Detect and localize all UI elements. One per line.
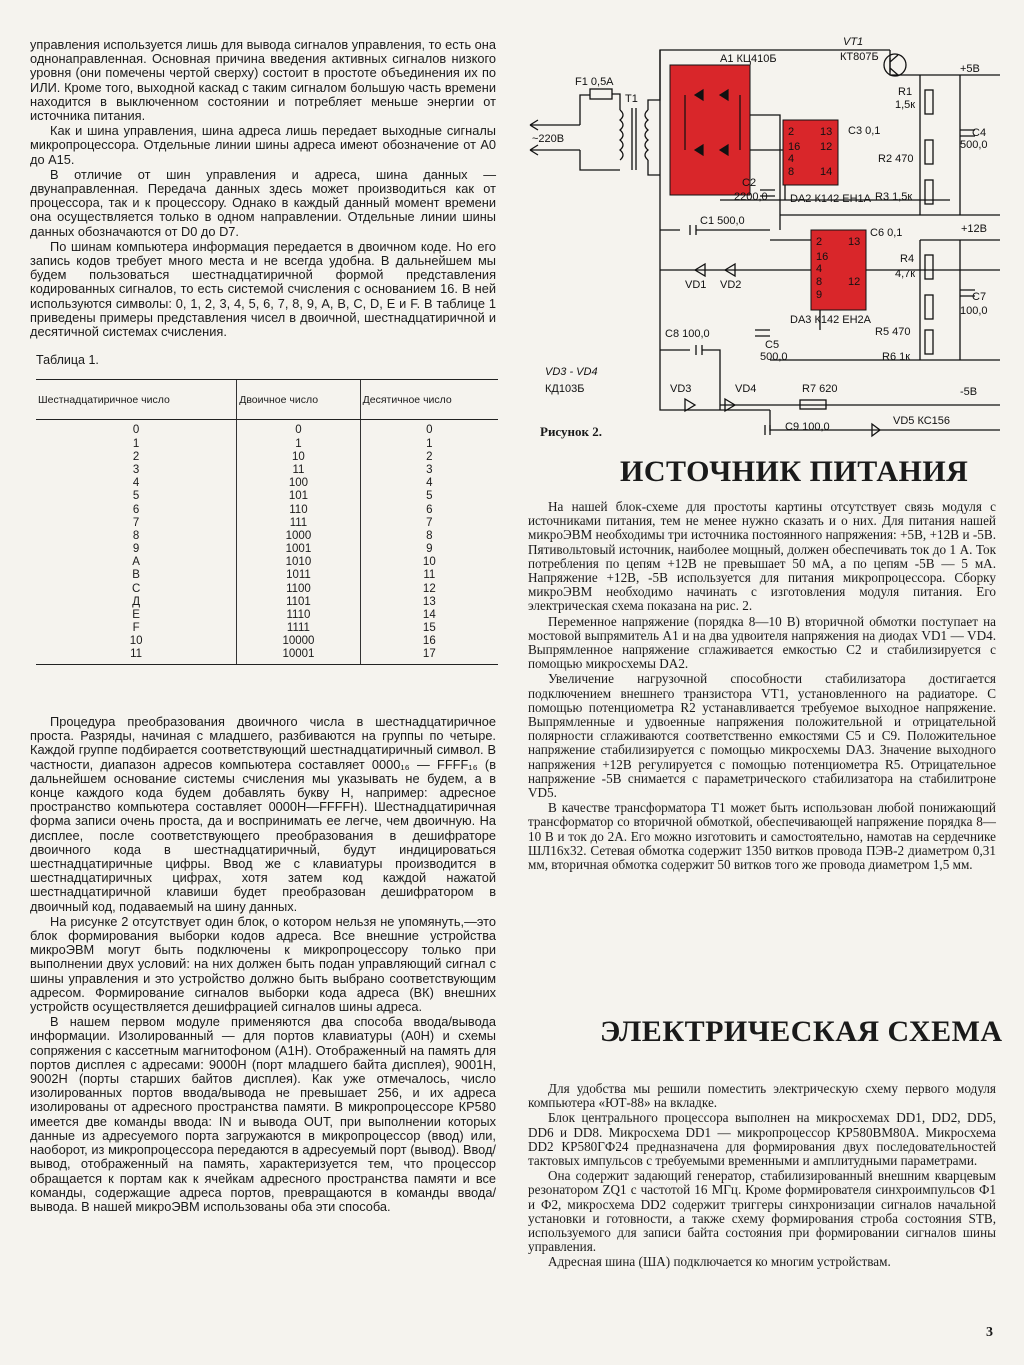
figure-caption: Рисунок 2. <box>540 424 603 439</box>
table-cell: 3 <box>360 464 498 477</box>
table-cell: 3 <box>132 463 140 476</box>
vd-note-label: VD3 - VD4 <box>545 366 598 378</box>
r2-label: R2 470 <box>878 153 914 165</box>
table-cell: 100 <box>237 477 360 490</box>
svg-text:9: 9 <box>816 289 823 301</box>
table-cell: 2 <box>132 450 140 463</box>
table-cell: E <box>132 609 140 621</box>
mains-label: ~220В <box>532 133 565 145</box>
table-cell: F <box>132 622 140 635</box>
secondary-coil <box>645 110 648 160</box>
paragraph: Как и шина управления, шина адреса лишь передает выходные сигналы микропроцессора. Отдельные линии шины адреса имеют обозначение от A0 до A15. <box>30 123 496 167</box>
resistor-r6 <box>925 330 933 354</box>
number-table <box>36 379 498 665</box>
mains-arrow <box>530 120 580 130</box>
fuse-symbol <box>590 89 612 99</box>
svg-text:8: 8 <box>788 166 795 178</box>
table-cell: 10 <box>129 635 143 648</box>
page-number: 3 <box>986 1325 993 1340</box>
c4-label: C4 <box>972 127 987 139</box>
table-cell: C <box>131 582 141 595</box>
resistor-r2 <box>925 140 933 164</box>
vd-type-label: КД103Б <box>545 383 585 395</box>
table-row <box>36 622 498 635</box>
c2-value-label: 2200,0 <box>734 191 768 203</box>
bridge-label: A1 КЦ410Б <box>720 53 777 65</box>
table-cell: 1 <box>360 437 498 450</box>
table-body <box>36 420 498 665</box>
table-cell: 12 <box>360 583 498 596</box>
paragraph: В качестве трансформатора T1 может быть использован любой понижающий трансформатор со вторичной обмоткой, обеспечивающей напряжение порядка 8—10 В и ток до 2А. Его можно изготовить и самостоятельно, намотав на сердечнике ШЛ16х32. Сетевая обмотка содержит 1350 витков провода ПЭВ-2 диаметром 0,31 мм, вторичная обмотка содержит 50 витков того же провода диаметром 1,5 мм. <box>528 800 996 873</box>
da3-label: DA3 К142 ЕН2А <box>790 314 872 326</box>
table-cell: 9 <box>132 543 140 556</box>
table-caption: Таблица 1. <box>36 353 99 368</box>
vd3-label: VD3 <box>670 383 692 395</box>
table-row <box>36 437 498 450</box>
table-row <box>36 569 498 582</box>
table-cell: 1001 <box>237 543 360 556</box>
table-header: Шестнадцатиричное число <box>36 380 237 420</box>
r3-label: R3 1,5к <box>875 191 913 203</box>
paragraph: В отличие от шин управления и адреса, шина данных — двунаправленная. Передача данных здесь может производиться как от процессора, так и к процессору. Однако в каждый данный момент времени она осуществляется только в одном направлении. Отдельные линии шины данных обозначаются от D0 до D7. <box>30 166 496 239</box>
section-heading-scheme: ЭЛЕКТРИЧЕСКАЯ СХЕМА <box>600 1015 1003 1048</box>
c3-label: C3 0,1 <box>848 125 881 137</box>
r5-label: R5 470 <box>875 326 911 338</box>
table-cell: 7 <box>132 516 140 529</box>
paragraph: Увеличение нагрузочной способности стабилизатора достигается подключением внешнего транзистора VT1, установленного на радиаторе. С помощью потенциометра R2 устанавливается требуемое выходное напряжение. Выпрямленные и удвоенные напряжения положительной и отрицательной полярности сглаживаются соответственно емкостями C5 и C9. Положительное напряжение стабилизируется с помощью микросхемы DA3. Значение выходного напряжения +12В регулируется с помощью потенциометра R5. Отрицательное напряжение -5В снимается с параметрического стабилизатора на стабилитроне VD5. <box>528 671 996 801</box>
table-cell: 0 <box>132 424 140 437</box>
table-cell: 111 <box>237 517 360 530</box>
left-column <box>30 38 496 665</box>
table-row <box>36 464 498 477</box>
fuse-label: F1 0,5A <box>575 76 614 88</box>
c2-label: C2 <box>742 177 757 189</box>
table-cell: 10 <box>237 451 360 464</box>
table-cell: 5 <box>360 490 498 503</box>
c8-label: C8 100,0 <box>665 328 710 340</box>
paragraph: Для удобства мы решили поместить электрическую схему первого модуля компьютера «ЮТ-88» на вкладке. <box>528 1081 996 1111</box>
paragraph: Переменное напряжение (порядка 8—10 В) вторичной обмотки поступает на мостовой выпрямитель A1 и на два удвоителя напряжения на диодах VD1 — VD4. Выпрямленное напряжение сглаживается емкостью C2 и стабилизируется с помощью микросхемы DA2. <box>528 613 996 672</box>
paragraph: управления используется лишь для вывода сигналов управления, то есть она однонаправленная. Основная причина введения активных сигналов низкого уровня (они помечены чертой сверху) состоит в простоте объединения их по ИЛИ. Кроме того, выходной каскад с таким сигналом большую часть времени находится в выключенном состоянии и потребляет меньше энергии от источника питания. <box>30 37 496 124</box>
table-cell: 11 <box>36 648 237 665</box>
table-cell: 4 <box>360 477 498 490</box>
table-cell: 1011 <box>237 569 360 582</box>
primary-coil <box>620 110 623 160</box>
table-row <box>36 596 498 609</box>
left-column-bottom <box>30 715 496 1215</box>
table-cell: 8 <box>360 530 498 543</box>
table-cell: 10 <box>360 556 498 569</box>
vd2-label: VD2 <box>720 279 742 291</box>
paragraph: В нашем первом модуле применяются два способа ввода/вывода информации. Изолированный — для портов клавиатуры (A0H) и схемы сопряжения с кассетным магнитофоном (A1H). Отображенный на память для портов дисплея с адресами: 9000H (порт младшего байта дисплея), 9001H, 9002H (порты старших байтов дисплея). Как уже отмечалось, число изолированных портов ввода/вывода не превышает 256, и их адреса изолированы от адресного пространства памяти. В микропроцессоре КР580 имеется две команды ввода: IN и вывода OUT, при выполнении которых данные из адресуемого порта загружаются в микропроцессор (ввод) или, наоборот, из микропроцессора передаются в адресуемый порт (вывод). Ввод/вывод, отображенный на память, характеризуется тем, что процессор обращается к портам как к ячейкам адресного пространства памяти и все команды, содержащие адреса портов, превращаются в команды ввода/вывода. В нашей микроЭВМ использованы оба эти способа. <box>30 1014 496 1214</box>
da2-label: DA2 К142 ЕН1А <box>790 193 872 205</box>
table-cell: 1111 <box>237 622 360 635</box>
svg-text:13: 13 <box>848 236 861 248</box>
r4-value-label: 4,7к <box>895 268 916 280</box>
table-cell: 1010 <box>237 556 360 569</box>
table-cell: 1 <box>237 437 360 450</box>
power-supply-schematic <box>520 30 1010 450</box>
table-header: Десятичное число <box>360 380 498 420</box>
svg-text:16: 16 <box>816 251 829 263</box>
table-cell: 1000 <box>237 530 360 543</box>
r4-label: R4 <box>900 253 915 265</box>
vd4-label: VD4 <box>735 383 757 395</box>
transistor-label: VT1 <box>843 36 864 48</box>
table-cell: 14 <box>360 609 498 622</box>
capacitor-c9 <box>765 425 770 435</box>
svg-text:4: 4 <box>816 263 823 275</box>
table-row <box>36 503 498 516</box>
svg-text:2: 2 <box>816 236 823 248</box>
table-row <box>36 635 498 648</box>
svg-text:12: 12 <box>820 141 833 153</box>
paragraph: На рисунке 2 отсутствует один блок, о котором нельзя не упомянуть,—это блок формирования выборки кодов адреса. Все внешние устройства микроЭВМ могут быть подключены к микропроцессору только при выполнении двух условий: на них должен быть подан управляющий сигнал с шины управления и это устройство должно быть выбрано соответствующим адресом. Формирование сигналов выборки кода адреса (ВК) внешних устройств осуществляется дешифрацией сигналов шины адреса. <box>30 913 496 1015</box>
bridge-rectifier-a1 <box>670 65 750 195</box>
c5-value-label: 500,0 <box>760 351 788 363</box>
r7-label: R7 620 <box>802 383 838 395</box>
table-row <box>36 609 498 622</box>
table-cell: 13 <box>360 596 498 609</box>
c9-label: C9 100,0 <box>785 421 830 433</box>
table-cell: 101 <box>237 490 360 503</box>
capacitor-c5 <box>755 330 770 336</box>
paragraph: Адресная шина (ША) подключается ко многим устройствам. <box>548 1254 891 1270</box>
resistor-r1 <box>925 90 933 114</box>
svg-text:13: 13 <box>820 126 833 138</box>
table-cell: 2 <box>360 451 498 464</box>
table-cell: 1 <box>132 437 140 450</box>
svg-text:4: 4 <box>788 153 795 165</box>
paragraph: По шинам компьютера информация передается в двоичном коде. Но его запись кодов требует много места и не всегда удобна. В дальнейшем мы будем пользоваться шестнадцатиричной формой представления кодированных сигналов, то есть системой счисления с основанием 16. В ней используются символы: 0, 1, 2, 3, 4, 5, 6, 7, 8, 9, A, B, C, D, E и F. В таблице 1 приведены примеры представления чисел в двоичной, шестнадцатиричной и десятичной системах счисления. <box>30 238 496 340</box>
table-cell: 10001 <box>237 648 360 665</box>
svg-text:12: 12 <box>848 276 861 288</box>
transistor-type-label: КТ807Б <box>840 51 879 63</box>
table-cell: A <box>132 556 140 569</box>
table-cell: 1100 <box>237 583 360 596</box>
paragraph: Процедура преобразования двоичного числа в шестнадцатиричное проста. Разряды, начиная с младшего, разбиваются на группы по четыре. Каждой группе подбирается соответствующий шестнадцатиричный символ. В частности, диапазон адресов компьютера составляет 0000₁₆ — FFFF₁₆ (в дальнейшем основание системы счисления мы указывать не будем, а в конце каждого кода будем добавлять букву H, например: адресное пространство компьютера составляет 0000H—FFFFH). Шестнадцатиричная форма записи очень проста, да и воспринимать ее легче, чем двоичную. На дисплее, после соответствующего преобразования в дешифраторе двоичного кода в шестнадцатиричный, будут индицироваться шестнадцатиричные цифры. Ввод же с клавиатуры производится в шестнадцатиричных цифрах, хотя затем код каждой нажатой шестнадцатиричной клавиши будет преобразован дешифратором в двоичный код, подаваемый на шину данных. <box>30 714 496 914</box>
table-cell: 0 <box>237 420 360 438</box>
right-column-bottom <box>528 1082 996 1271</box>
table-cell: 8 <box>132 529 140 542</box>
table-cell: 17 <box>360 648 498 665</box>
c7-label: C7 <box>972 291 987 303</box>
section-heading-power: ИСТОЧНИК ПИТАНИЯ <box>620 455 969 488</box>
table-cell: 6 <box>360 503 498 516</box>
svg-text:16: 16 <box>788 141 801 153</box>
table-cell: B <box>132 569 140 582</box>
table-cell: 4 <box>132 477 140 490</box>
table-cell: 0 <box>360 420 498 438</box>
paragraph: Она содержит задающий генератор, стабилизированный внешним кварцевым резонатором ZQ1 с частотой 16 МГц. Кроме формирователя синхроимпульсов Ф1 и Ф2, микросхема DD2 содержит триггеры синхронизации сигналов начальной установки и готовности, а также схему формирования строба состояния STB, используемого для записи байта состояния при формировании сигналов шины управления. <box>528 1168 996 1255</box>
table-row <box>36 420 498 438</box>
table-cell: 1110 <box>237 609 360 622</box>
table-row <box>36 556 498 569</box>
r1-label: R1 <box>898 86 913 98</box>
c5-label: C5 <box>765 339 780 351</box>
plus5-label: +5В <box>960 63 980 75</box>
resistor-r5 <box>925 295 933 319</box>
table-row <box>36 530 498 543</box>
c6-label: C6 0,1 <box>870 227 903 239</box>
table-cell: 9 <box>360 543 498 556</box>
table-row <box>36 451 498 464</box>
paragraph: Блок центрального процессора выполнен на микросхемах DD1, DD2, DD5, DD6 и DD8. Микросхема DD1 — микропроцессор КР580ВМ80А. Микросхема DD2 КР580ГФ24 предназначена для формирования двух последовательностей тактовых импульсов с требуемыми временными и амплитудными параметрами. <box>528 1110 996 1169</box>
table-cell: 5 <box>132 490 140 503</box>
table-cell: 7 <box>360 517 498 530</box>
vd5-label: VD5 КС156 <box>893 415 951 427</box>
mains-arrow <box>530 145 580 155</box>
table-cell: 11 <box>360 569 498 582</box>
vd1-label: VD1 <box>685 279 707 291</box>
svg-text:2: 2 <box>788 126 795 138</box>
table-row <box>36 517 498 530</box>
table-cell: 16 <box>360 635 498 648</box>
c4-value-label: 500,0 <box>960 139 988 151</box>
table-row <box>36 648 498 665</box>
svg-text:14: 14 <box>820 166 833 178</box>
transformer-label: T1 <box>625 93 638 105</box>
table-cell: 6 <box>132 503 140 516</box>
table-row <box>36 477 498 490</box>
minus5-label: -5В <box>960 386 978 398</box>
svg-text:8: 8 <box>816 276 823 288</box>
table-row <box>36 543 498 556</box>
table-cell: Д <box>132 595 141 608</box>
table-cell: 10000 <box>237 635 360 648</box>
right-column <box>528 500 996 873</box>
resistor-r4 <box>925 255 933 279</box>
c7-value-label: 100,0 <box>960 305 988 317</box>
table-cell: 15 <box>360 622 498 635</box>
c1-label: C1 500,0 <box>700 215 745 227</box>
table-header: Двоичное число <box>237 380 360 420</box>
diode-vd3 <box>685 399 695 411</box>
table-cell: 11 <box>237 464 360 477</box>
table-cell: 1101 <box>237 596 360 609</box>
r1-value-label: 1,5к <box>895 99 916 111</box>
r6-label: R6 1к <box>882 351 911 363</box>
table-cell: 110 <box>237 503 360 516</box>
plus12-label: +12В <box>961 223 987 235</box>
table-row <box>36 490 498 503</box>
paragraph: На нашей блок-схеме для простоты картины отсутствует связь модуля с источниками питания, тем не менее нужно сказать и о них. Для питания нашей микроЭВМ необходимы три источника постоянного напряжения: +5В, +12В и -5В. Пятивольтовый источник, наиболее мощный, должен обеспечивать ток до 1 А. Ток потребления по цепям +12В не превышает 50 мА, а по цепям -5В — 5 мА. Напряжение +12В, -5В используется для питания микропроцессора. Сборку микроЭВМ необходимо начинать с изготовления модуля питания. Его электрическая схема показана на рис. 2. <box>528 499 996 614</box>
table-row <box>36 583 498 596</box>
